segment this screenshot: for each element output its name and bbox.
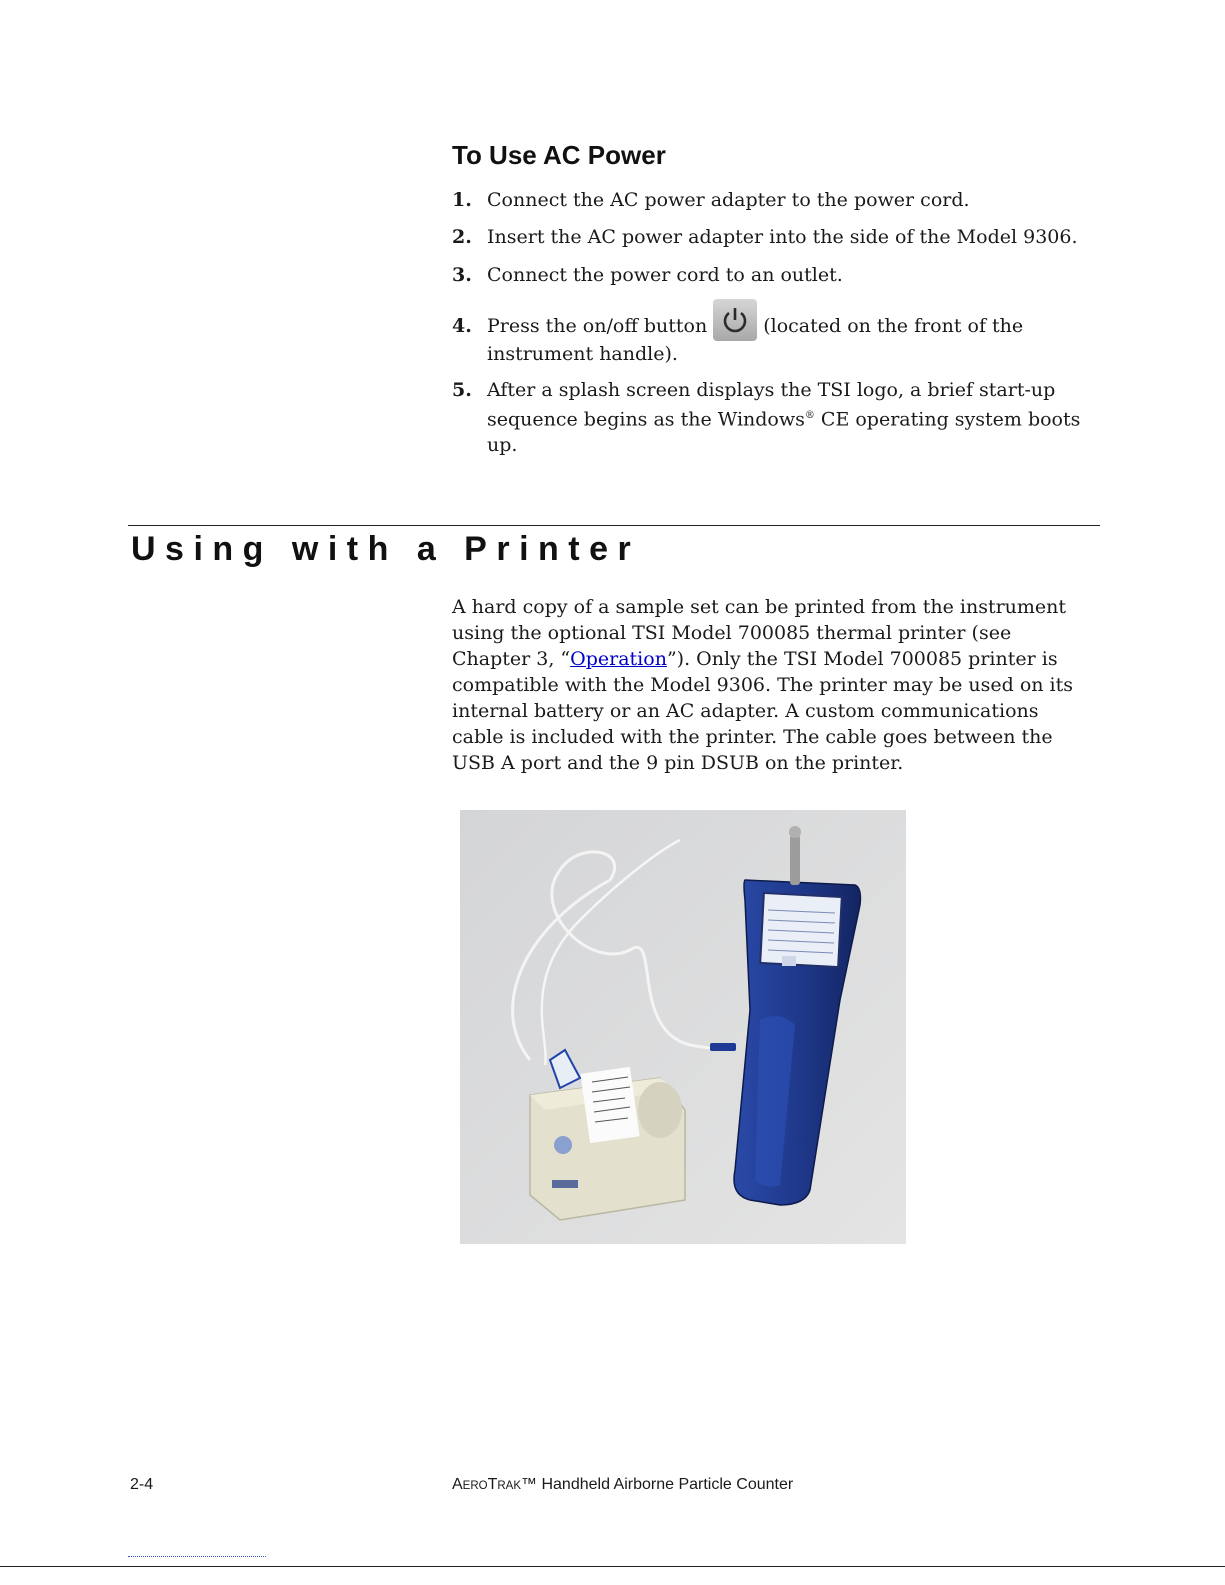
footer-title bbox=[452, 1476, 793, 1494]
printer-photo bbox=[460, 810, 906, 1244]
operation-link[interactable]: Operation bbox=[570, 648, 667, 670]
bottom-dotted-line bbox=[128, 1556, 266, 1557]
step-number: 5. bbox=[452, 379, 472, 401]
step-3 bbox=[452, 262, 1092, 288]
step-number: 2. bbox=[452, 226, 472, 248]
chapter-rule bbox=[128, 525, 1100, 526]
step-number: 1. bbox=[452, 189, 472, 211]
paragraph-text-after: ”). Only the TSI Model 700085 printer is compatible with the Model 9306. The printer may be used on its internal battery or an AC adapter. A custom communications cable is included with the printer. The cable goes between the USB A port and the 9 pin DSUB on the printer. bbox=[452, 648, 1074, 774]
footer-title-d: RAK bbox=[497, 1480, 522, 1492]
step-5 bbox=[452, 377, 1092, 458]
step-text-before: Press the on/off button bbox=[487, 315, 708, 337]
step-number: 3. bbox=[452, 264, 472, 286]
power-button-icon bbox=[713, 299, 757, 341]
step-text bbox=[487, 313, 1092, 367]
step-text: Insert the AC power adapter into the side of the Model 9306. bbox=[487, 226, 1078, 248]
printer-and-counter-illustration bbox=[460, 810, 906, 1244]
step-1 bbox=[452, 187, 1092, 213]
paragraph-text-before: A hard copy of a sample set can be printed from the instrument using the optional TSI Model 700085 thermal printer (see Chapter 3, “ bbox=[452, 596, 1067, 670]
footer-title-a: A bbox=[452, 1476, 463, 1493]
chapter-title: Using with a Printer bbox=[131, 530, 641, 568]
step-2 bbox=[452, 224, 1092, 250]
footer-title-b: ERO bbox=[462, 1480, 488, 1492]
chapter-paragraph bbox=[452, 594, 1092, 776]
registered-mark: ® bbox=[804, 410, 815, 421]
step-text bbox=[487, 377, 1092, 458]
footer-title-rest: ™ Handheld Airborne Particle Counter bbox=[521, 1476, 794, 1493]
page-number: 2-4 bbox=[130, 1476, 154, 1493]
section-title: To Use AC Power bbox=[452, 140, 666, 170]
step-text: Connect the power cord to an outlet. bbox=[487, 264, 843, 286]
step-text-after: CE operating system boots up. bbox=[487, 408, 1081, 457]
step-4 bbox=[452, 313, 1092, 367]
footer-title-c: T bbox=[487, 1476, 498, 1493]
step-text-before: After a splash screen displays the TSI logo, a brief start-up sequence begins as the Windows bbox=[487, 379, 1056, 431]
step-number: 4. bbox=[452, 315, 472, 337]
step-text-after: (located on the front of the instrument handle). bbox=[487, 315, 1024, 365]
step-text: Connect the AC power adapter to the power cord. bbox=[487, 189, 970, 211]
bottom-rule bbox=[0, 1566, 1225, 1567]
